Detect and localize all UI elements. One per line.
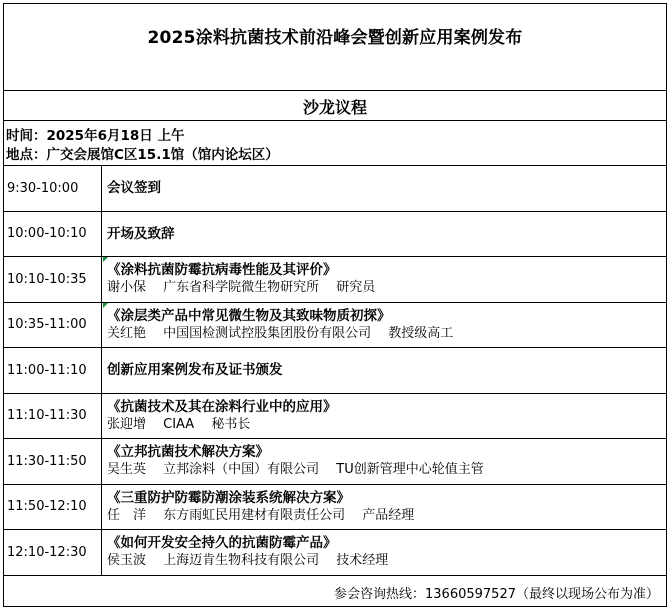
agenda-time: 12:10-12:30: [4, 530, 102, 575]
agenda-row: [4, 303, 666, 349]
agenda-speaker: 关红艳 中国国检测试控股集团股份有限公司 教授级高工: [107, 325, 454, 341]
agenda-row: [4, 530, 666, 576]
agenda-time: 10:10-10:35: [4, 257, 102, 302]
agenda-sheet: [3, 3, 667, 607]
agenda-content: [103, 530, 666, 575]
agenda-row: [4, 212, 666, 258]
title-row: [4, 4, 666, 91]
agenda-topic: 开场及致辞: [107, 225, 175, 242]
agenda-time: 10:00-10:10: [4, 212, 102, 257]
event-time: 时间：2025年6月18日 上午: [6, 128, 185, 144]
agenda-table: [4, 166, 666, 576]
agenda-topic: 《如何开发安全持久的抗菌防霉产品》: [107, 535, 337, 552]
event-location: 地点：广交会展馆C区15.1馆（馆内论坛区）: [6, 147, 279, 163]
agenda-time: 11:00-11:10: [4, 348, 102, 393]
agenda-row: [4, 394, 666, 440]
agenda-content: [103, 439, 666, 484]
agenda-content: [103, 348, 666, 393]
agenda-content: [103, 257, 666, 302]
event-title: 2025涂料抗菌技术前沿峰会暨创新应用案例发布: [147, 28, 523, 48]
agenda-speaker: 张迎增 CIAA 秘书长: [107, 416, 251, 432]
agenda-time: 11:10-11:30: [4, 394, 102, 439]
agenda-speaker: 吴生英 立邦涂料（中国）有限公司 TU创新管理中心轮值主管: [107, 462, 484, 478]
agenda-topic: 《涂层类产品中常见微生物及其致味物质初探》: [107, 307, 391, 324]
section-row: [4, 90, 666, 121]
hotline-footer: 参会咨询热线：13660597527（最终以现场公布为准）: [334, 587, 659, 602]
agenda-topic: 《抗菌技术及其在涂料行业中的应用》: [107, 398, 337, 415]
agenda-content: [103, 303, 666, 348]
agenda-content: [103, 212, 666, 257]
agenda-row: [4, 166, 666, 212]
agenda-speaker: 谢小保 广东省科学院微生物研究所 研究员: [107, 280, 376, 296]
agenda-content: [103, 166, 666, 211]
agenda-speaker: 侯玉波 上海迈肯生物科技有限公司 技术经理: [107, 553, 389, 569]
agenda-topic: 《三重防护防霉防潮涂装系统解决方案》: [107, 489, 350, 506]
agenda-content: [103, 485, 666, 530]
agenda-speaker: 任 洋 东方雨虹民用建材有限责任公司 产品经理: [107, 507, 415, 523]
agenda-time: 9:30-10:00: [4, 166, 102, 211]
agenda-time: 11:30-11:50: [4, 439, 102, 484]
agenda-topic: 《涂料抗菌防霉抗病毒性能及其评价》: [107, 262, 337, 279]
section-title: 沙龙议程: [302, 98, 367, 117]
event-info: [4, 121, 666, 166]
agenda-row: [4, 485, 666, 531]
agenda-topic: 《立邦抗菌技术解决方案》: [107, 444, 269, 461]
agenda-topic: 会议签到: [107, 180, 161, 197]
agenda-row: [4, 257, 666, 303]
agenda-content: [103, 394, 666, 439]
agenda-time: 10:35-11:00: [4, 303, 102, 348]
agenda-topic: 创新应用案例发布及证书颁发: [107, 362, 283, 379]
agenda-time: 11:50-12:10: [4, 485, 102, 530]
agenda-row: [4, 439, 666, 485]
agenda-row: [4, 348, 666, 394]
